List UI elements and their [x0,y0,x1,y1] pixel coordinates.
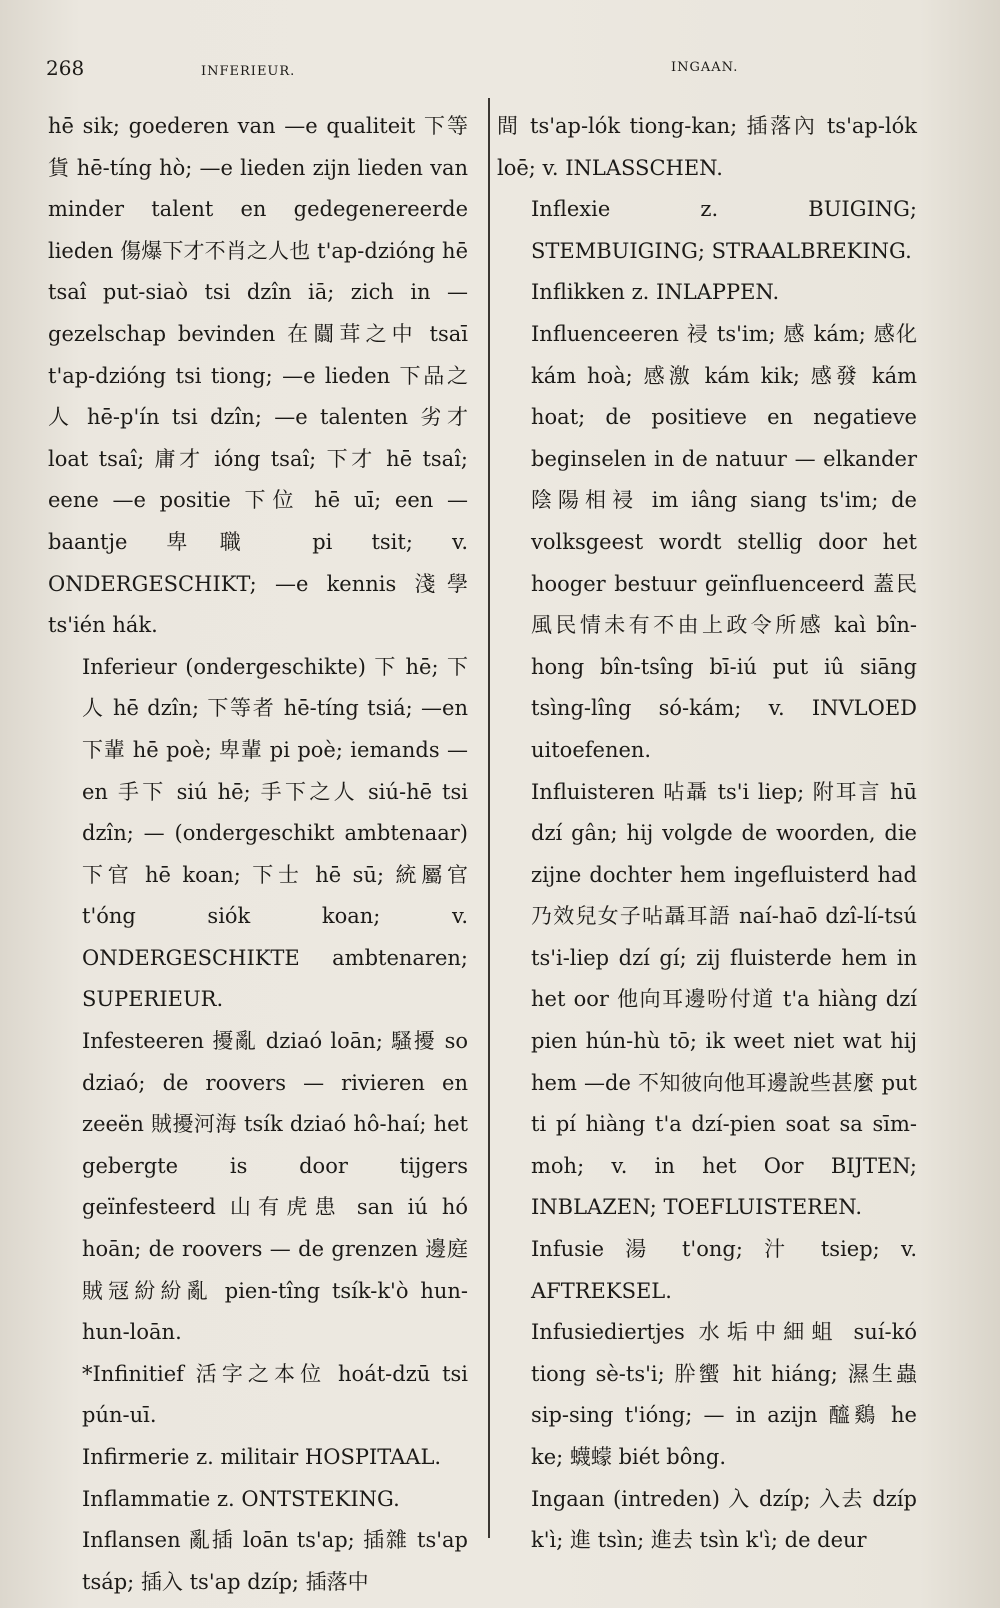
right-column [497,106,917,1562]
entry-influisteren: Influisteren 呫聶 ts'i liep; 附耳言 hū dzí gân; hij volgde de woorden, die zijne dochter hem ingefluisterd had 乃效兒女子呫聶耳語 naí-haō dzî-lí-tsú ts'i-liep dzí gí; zij fluisterde hem in het oor 他向耳邊吩付道 t'a hiàng dzí pien hún-hù tō; ik weet niet wat hij hem —de 不知彼向他耳邊說些甚麼 put ti pí hiàng t'a dzí-pien soat sa sīm-moh; v. in het Oor BIJTEN; INBLAZEN; TOEFLUISTEREN. [531,779,917,1220]
entry-inferieur: Inferieur (ondergeschikte) 下 hē; 下人 hē dzîn; 下等者 hē-tíng tsiá; —en 下輩 hē poè; 卑輩 pi poè; iemands —en 手下 siú hē; 手下之人 siú-hē tsi dzîn; — (ondergeschikt ambtenaar) 下官 hē koan; 下士 hē sū; 統屬官 t'óng siók koan; v. ONDERGESCHIKTE ambtenaren; SUPERIEUR. [82,654,468,1012]
entry-infinitief: *Infinitief 活字之本位 hoát-dzū tsi pún-uī. [82,1361,468,1428]
column-divider [488,98,490,1538]
entry-ingaan: Ingaan (intreden) 入 dzíp; 入去 dzíp k'ì; 進 tsìn; 進去 tsìn k'ì; de deur [531,1486,917,1553]
left-column [48,106,468,1603]
entry-infusiediertjes: Infusiediertjes 水垢中細蛆 suí-kó tiong sè-ts'i; 肸蠁 hit hiáng; 濕生蟲 sip-sing t'ióng; — in azijn 醯鷄 he ke; 蠛蠓 biét bông. [531,1320,917,1469]
entry-infesteeren: Infesteeren 擾亂 dziaó loān; 騷擾 so dziaó; de roovers — rivieren en zeeën 賊擾河海 tsík dziaó hô-haí; het gebergte is door tijgers geïnfesteerd 山有虎患 san iú hó hoān; de roovers — de grenzen 邊庭賊冦紛紛亂 pien-tîng tsík-k'ò hun-hun-loān. [82,1029,468,1345]
entry-inflammatie: Inflammatie z. ONTSTEKING. [82,1486,400,1511]
entry-influenceeren: Influenceeren 祲 ts'im; 感 kám; 感化 kám hoà; 感激 kám kik; 感發 kám hoat; de positieve en negatieve beginselen in de natuur — elkander 陰陽相祲 im iâng siang ts'im; de volksgeest wordt stellig door het hooger bestuur geïnfluenceerd 蓋民風民情未有不由上政令所感 kaì bîn-hong bîn-tsîng bī-iú put iû siāng tsìng-lîng só-kám; v. INVLOED uitoefenen. [531,321,917,762]
entry-inflikken: Inflikken z. INLAPPEN. [531,280,780,305]
entry-continuation: hē sik; goederen van —e qualiteit 下等 貨 hē-tíng hò; —e lieden zijn lieden van minder talent en gedegenereerde lieden 傷爆下才不肖之人也 t'ap-dzióng hē tsaî put-siaò tsi dzîn iā; zich in — gezelschap bevinden 在闒茸之中 tsaī t'ap-dzióng tsi tiong; —e lieden 下品之人 hē-p'ín tsi dzîn; —e talenten 劣才 loat tsaî; 庸才 ióng tsaî; 下才 hē tsaî; eene —e positie 下位 hē uī; een — baantje 卑職 pi tsit; v. ONDERGESCHIKT; —e kennis 淺學 ts'ién hák. [48,114,468,638]
entry-infirmerie: Infirmerie z. militair HOSPITAAL. [82,1445,442,1469]
left-running-head: INFERIEUR. [201,64,296,79]
right-running-head: INGAAN. [671,60,739,75]
page-number: 268 [46,56,85,80]
entry-inflexie: Inflexie z. BUIGING; STEMBUIGING; STRAALBREKING. [531,197,917,263]
entry-inflansen: Inflansen 亂插 loān ts'ap; 插雜 ts'ap tsáp; 插入 ts'ap dzíp; 插落中 [82,1528,468,1594]
page-header [46,56,954,92]
entry-infusie: Infusie 湯 t'ong; 汁 tsiep; v. AFTREKSEL. [531,1237,917,1303]
entry-continuation: 間 ts'ap-lók tiong-kan; 插落內 ts'ap-lók loē; v. INLASSCHEN. [497,114,917,180]
